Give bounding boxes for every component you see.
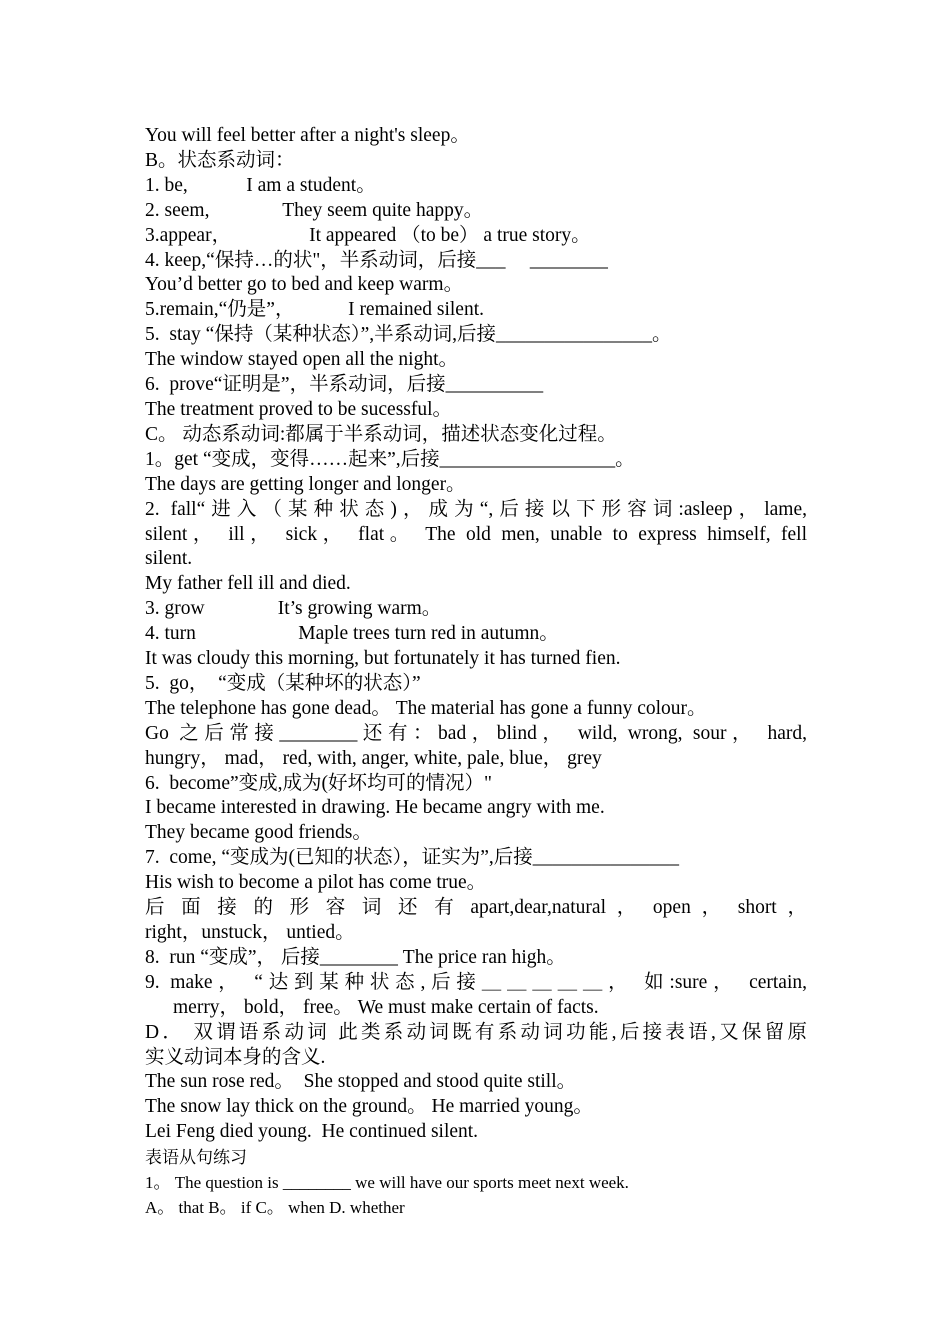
text-line: right，unstuck， untied。 (145, 922, 355, 943)
exercise-question: 1。 The question is ________ we will have our sports meet next week. (145, 1173, 629, 1193)
text-line: His wish to become a pilot has come true。 (145, 872, 487, 894)
text-line: 3.appear， It appeared （to be） a true story。 (145, 224, 591, 246)
text-line: 4. turn Maple trees turn red in autumn。 (145, 623, 559, 645)
text-line: They became good friends。 (145, 822, 372, 844)
text-line: 5.remain,“仍是”， I remained silent. (145, 299, 484, 321)
text-line: Lei Feng died young. He continued silent. (145, 1121, 479, 1143)
text-line: 后 面 接 的 形 容 词 还 有 apart,dear,natural ， open ， short ， (145, 897, 807, 919)
section-heading: C。 动态系动词:都属于半系动词，描述状态变化过程。 (145, 423, 617, 445)
text-line: The treatment proved to be sucessful。 (145, 398, 453, 420)
text-line: You will feel better after a night's sleep。 (145, 125, 470, 146)
text-line: 6. become”变成,成为(好坏均可的情况）" (145, 772, 492, 794)
section-heading: D． 双谓语系动词 此类系动词既有系动词功能,后接表语,又保留原 (145, 1021, 807, 1043)
text-line: The sun rose red。 She stopped and stood quite still。 (145, 1071, 577, 1093)
text-line: 1。get “变成，变得……起来”,后接__________________。 (145, 448, 635, 470)
text-line: You’d better go to bed and keep warm。 (145, 274, 464, 296)
section-heading: B。状态系动词： (145, 149, 295, 171)
text-line: The window stayed open all the night。 (145, 349, 459, 371)
text-line: Go 之后常接________还有：bad，blind， wild, wrong, sour， hard, (145, 722, 807, 744)
text-line: 3. grow It’s growing warm。 (145, 598, 442, 620)
text-line: It was cloudy this morning, but fortunately it has turned fien. (145, 648, 621, 670)
text-line: merry， bold， free。 We must make certain of facts. (173, 996, 599, 1018)
text-line: 9. make， “达到某种状态,后接＿＿＿＿＿， 如:sure， certain, (145, 971, 807, 993)
exercise-heading: 表语从句练习 (145, 1148, 247, 1168)
text-line: 5. stay “保持（某种状态）”,半系动词,后接________________。 (145, 324, 672, 346)
text-line: The days are getting longer and longer。 (145, 473, 466, 495)
text-line: 2. seem, They seem quite happy。 (145, 199, 484, 221)
text-line: 8. run “变成”， 后接________ The price ran high。 (145, 946, 566, 968)
document-page (145, 124, 807, 1220)
text-line: silent. (145, 548, 193, 570)
text-line: hungry， mad， red, with, anger, white, pale, blue， grey (145, 747, 602, 769)
text-line: silent， ill， sick， flat。 The old men, unable to express himself, fell (145, 523, 807, 545)
text-line: My father fell ill and died. (145, 573, 351, 595)
text-line: 1. be, I am a student。 (145, 174, 376, 196)
text-line: 实义动词本身的含义. (145, 1046, 326, 1068)
text-line: 6. prove“证明是”，半系动词，后接__________ (145, 374, 544, 396)
text-line: 2. fall“进入（某种状态)，成为“,后接以下形容词:asleep，lame, (145, 498, 807, 520)
exercise-options: A。 that B。 if C。 when D. whether (145, 1198, 405, 1218)
text-line: 7. come, “变成为(已知的状态），证实为”,后接_______________ (145, 847, 680, 869)
text-line: The telephone has gone dead。 The material has gone a funny colour。 (145, 697, 707, 719)
text-line: 5. go， “变成（某种坏的状态）” (145, 672, 421, 694)
text-line: 4. keep,“保持…的状"，半系动词，后接___ ________ (145, 249, 608, 271)
text-line: The snow lay thick on the ground。 He married young。 (145, 1096, 593, 1118)
text-line: I became interested in drawing. He became angry with me. (145, 797, 605, 819)
